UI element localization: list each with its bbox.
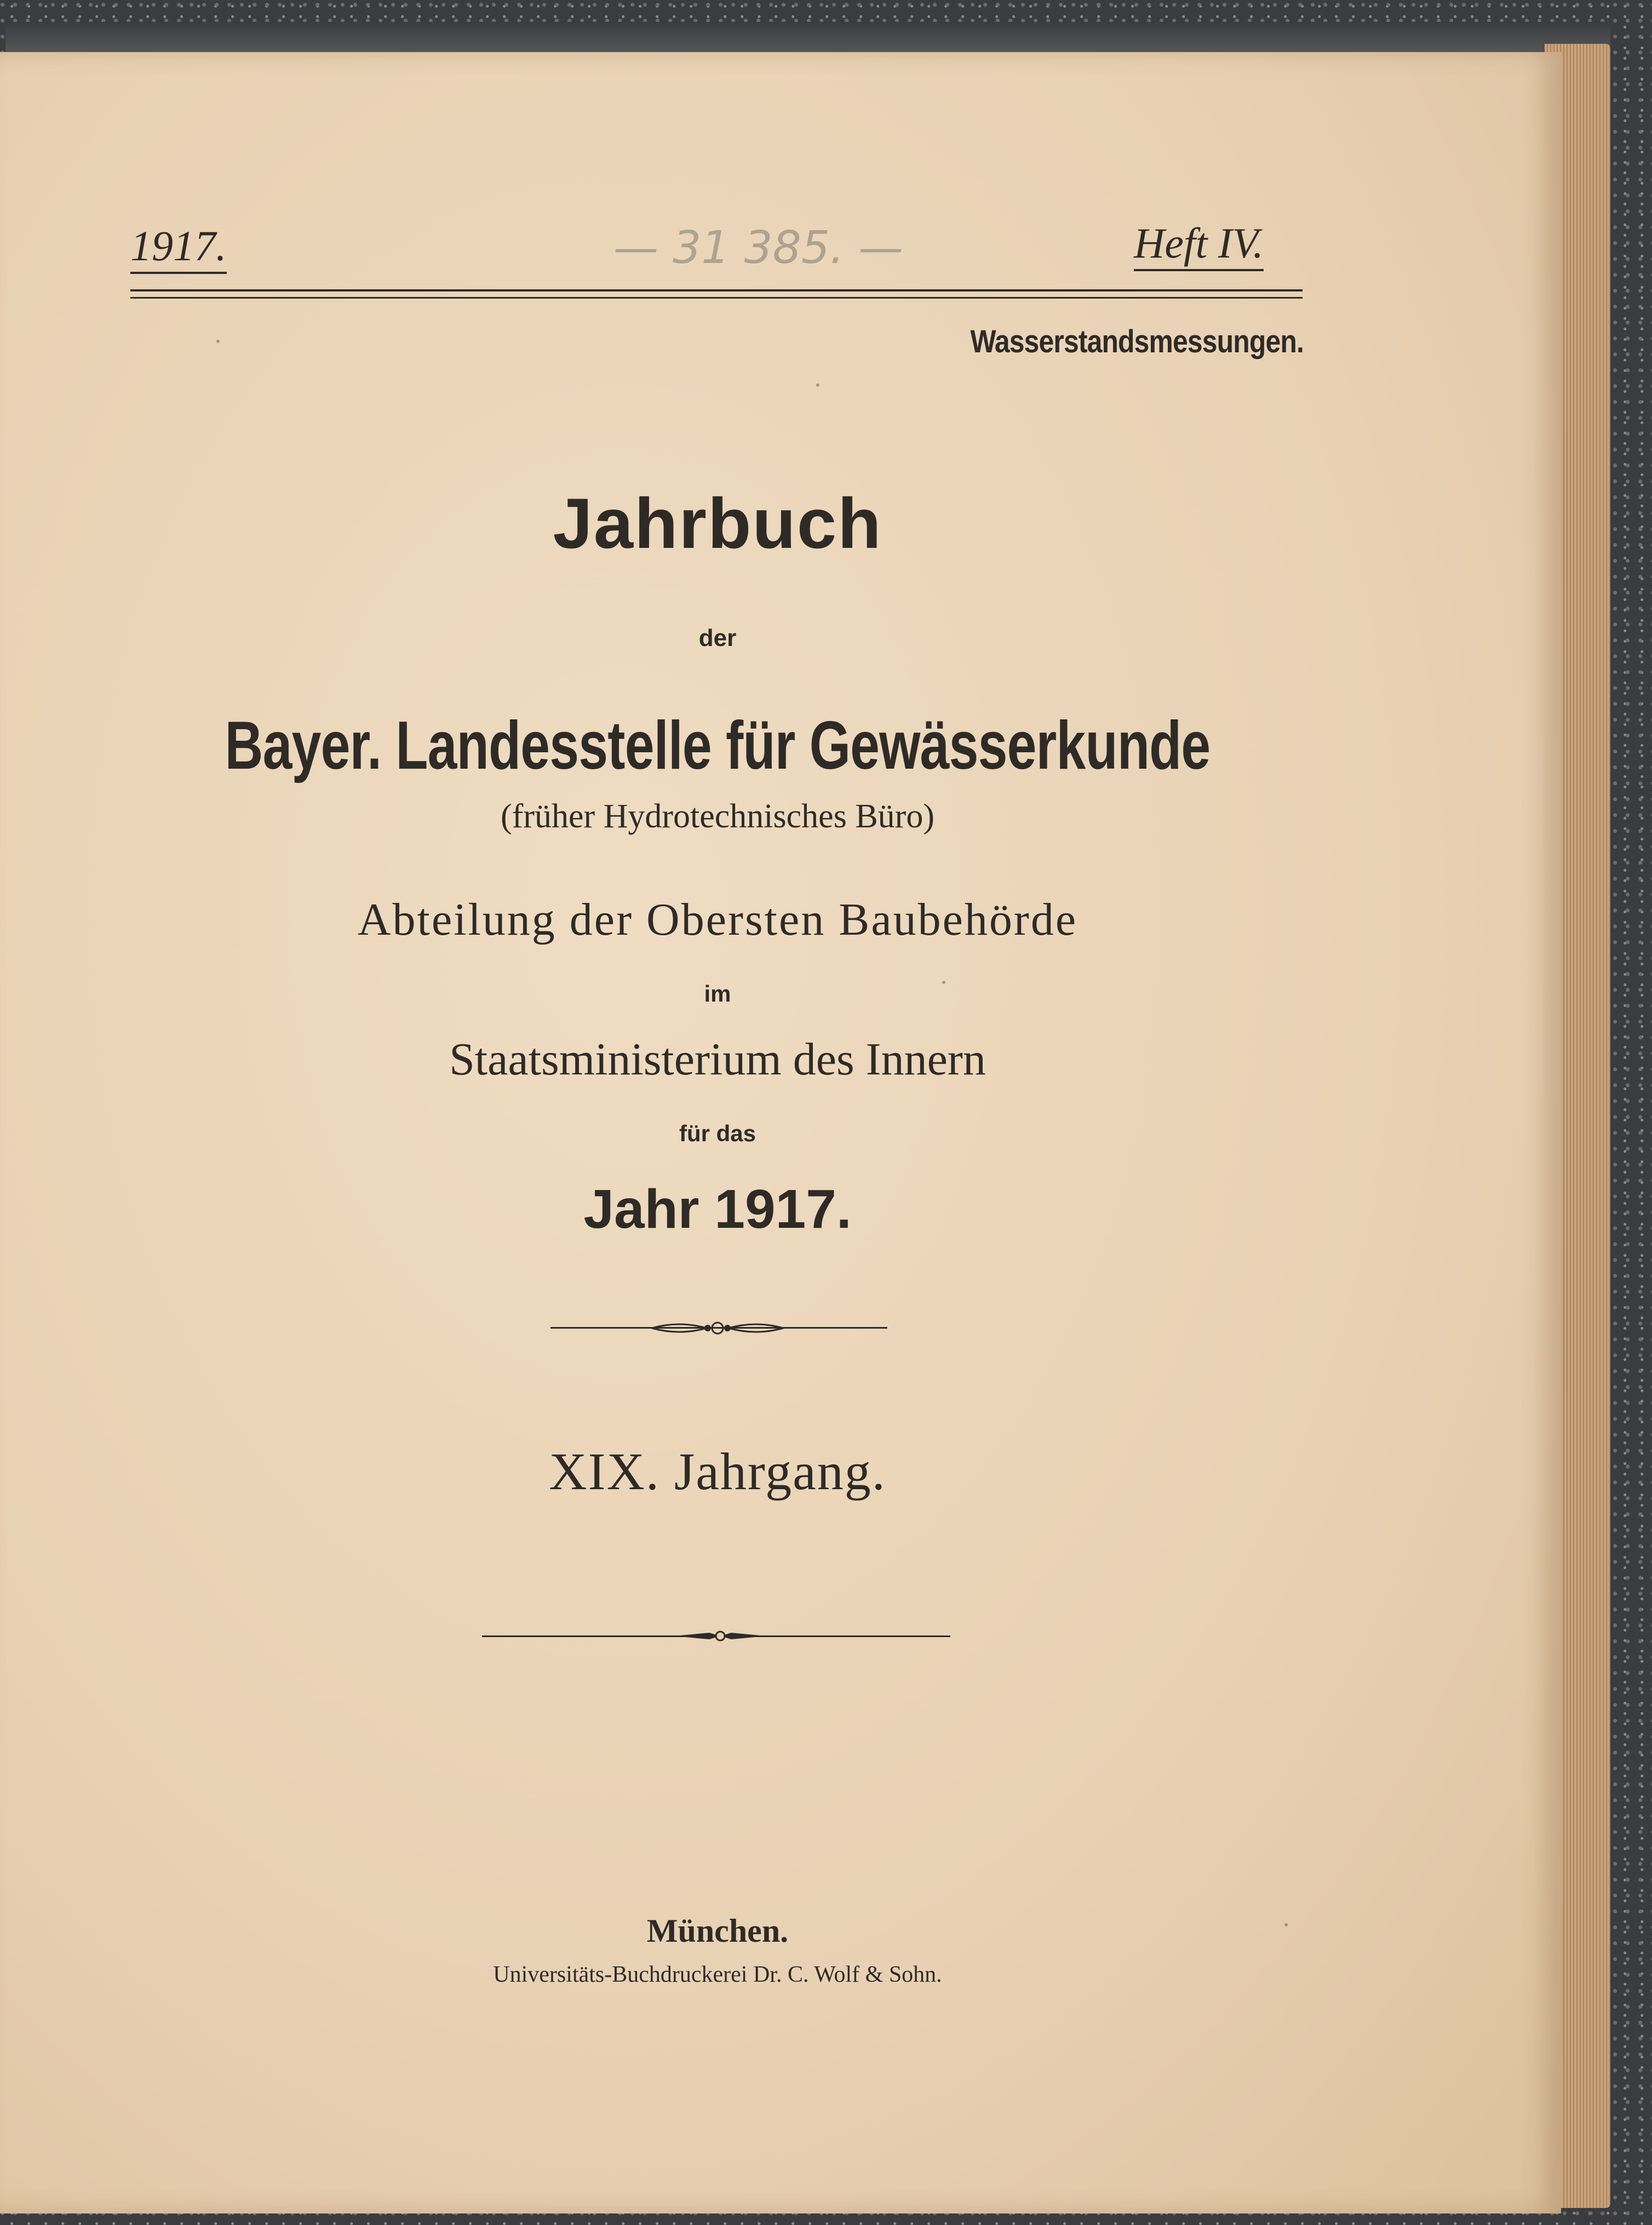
institution-name: Bayer. Landesstelle für Gewässerkunde [225,708,1211,783]
handwritten-shelf-mark: — 31 385. — [613,222,904,274]
series-title: Wasserstandsmessungen. [970,324,1304,359]
imprint-place: München. [646,1913,789,1949]
former-name: (früher Hydrotechnisches Büro) [501,798,934,835]
top-binding-strip [5,22,1610,52]
header-double-rule [130,289,1303,299]
imprint-printer: Universitäts-Buchdruckerei Dr. C. Wolf & Sohn. [493,1962,942,1987]
paper-speck [816,384,819,387]
header-year: 1917. [130,225,227,274]
title-year: Jahr 1917. [583,1179,852,1240]
department: Abteilung der Obersten Baubehörde [357,894,1078,945]
paper-speck [1284,1923,1288,1926]
title-fuer-das: für das [679,1120,756,1146]
volume-number: XIX. Jahrgang. [549,1442,886,1501]
title-im: im [704,981,731,1006]
header-issue: Heft IV. [1134,222,1264,271]
ministry: Staatsministerium des Innern [449,1034,986,1085]
ornament-flourish-lower [671,1625,770,1647]
title-der: der [698,625,737,651]
ornament-flourish-upper [646,1315,789,1341]
paper-speck [942,981,945,984]
title-jahrbuch: Jahrbuch [553,483,882,563]
paper-speck [216,340,220,343]
